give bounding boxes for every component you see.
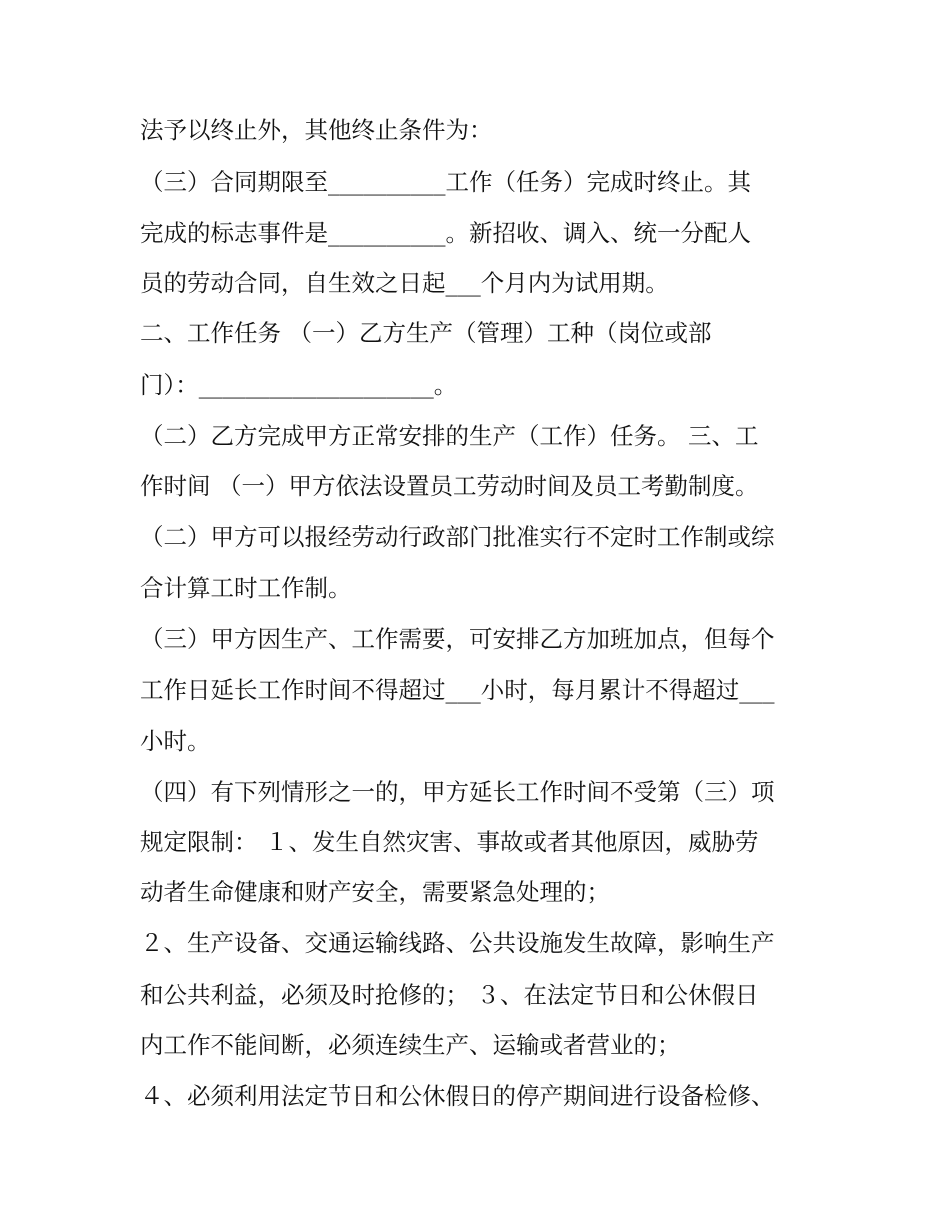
text-line: 完成的标志事件是__________。新招收、调入、统一分配人 xyxy=(140,219,751,247)
text-line: 规定限制： １、发生自然灾害、事故或者其他原因，威胁劳 xyxy=(140,828,759,856)
text-line: 门）：____________________。 xyxy=(140,371,458,399)
text-line: （四）有下列情形之一的，甲方延长工作时间不受第（三）项 xyxy=(140,778,775,806)
text-line: 内工作不能间断，必须连续生产、运输或者营业的； xyxy=(140,1031,681,1059)
text-line: 小时。 xyxy=(140,727,211,755)
text-line: 二、工作任务 （一）乙方生产（管理）工种（岗位或部 xyxy=(140,319,712,347)
text-line: 法予以终止外，其他终止条件为： xyxy=(140,116,493,144)
text-line: 动者生命健康和财产安全，需要紧急处理的； xyxy=(140,878,610,906)
text-line: 工作日延长工作时间不得超过___小时，每月累计不得超过___ xyxy=(140,676,775,704)
text-line: （二）甲方可以报经劳动行政部门批准实行不定时工作制或综 xyxy=(140,523,775,551)
text-line: 作时间 （一）甲方依法设置员工劳动时间及员工考勤制度。 xyxy=(140,472,759,500)
text-line: ２、生产设备、交通运输线路、公共设施发生故障，影响生产 xyxy=(140,929,775,957)
text-line: （三）甲方因生产、工作需要，可安排乙方加班加点，但每个 xyxy=(140,625,775,653)
text-line: 合计算工时工作制。 xyxy=(140,574,352,602)
text-line: （三）合同期限至__________工作（任务）完成时终止。其 xyxy=(140,168,751,196)
text-line: 和公共利益，必须及时抢修的； ３、在法定节日和公休假日 xyxy=(140,981,759,1009)
text-line: 员的劳动合同，自生效之日起___个月内为试用期。 xyxy=(140,269,669,297)
text-line: ４、必须利用法定节日和公休假日的停产期间进行设备检修、 xyxy=(140,1082,775,1110)
text-line: （二）乙方完成甲方正常安排的生产（工作）任务。 三、工 xyxy=(140,422,759,450)
